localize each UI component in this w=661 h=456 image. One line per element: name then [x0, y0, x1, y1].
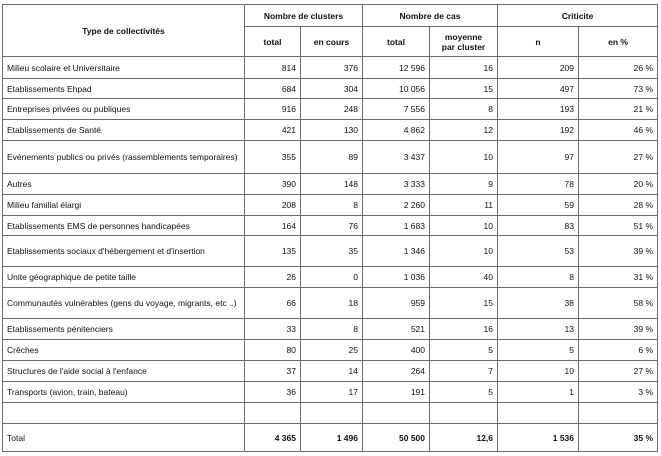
row-label: Transports (avion, train, bateau) [3, 382, 245, 403]
clusters-total-cell: 37 [245, 361, 301, 382]
clusters-encours-cell: 376 [301, 57, 363, 79]
table-row [3, 288, 658, 319]
clusters-encours-cell: 0 [301, 267, 363, 288]
total-clusters-total: 4 365 [245, 424, 301, 452]
cas-moyenne-line1: moyenne [444, 31, 483, 42]
crit-n-cell: 13 [498, 319, 579, 340]
clusters-encours-header: en cours [301, 27, 363, 57]
cas-total-cell: 7 556 [363, 99, 430, 120]
row-label: Etablissements EMS de personnes handicapées [3, 216, 245, 236]
moyenne-cell: 7 [430, 361, 498, 382]
table-row [3, 361, 658, 382]
table-row [3, 141, 658, 174]
clusters-encours-cell: 18 [301, 288, 363, 319]
crit-n-cell: 10 [498, 361, 579, 382]
moyenne-cell: 5 [430, 382, 498, 403]
clusters-encours-cell: 8 [301, 319, 363, 340]
moyenne-cell: 15 [430, 288, 498, 319]
cas-total-cell: 264 [363, 361, 430, 382]
empty-row [3, 403, 658, 424]
clusters-total-cell: 36 [245, 382, 301, 403]
crit-pct-cell: 6 % [579, 340, 658, 361]
clusters-group-header: Nombre de clusters [245, 5, 363, 27]
moyenne-cell: 11 [430, 195, 498, 216]
empty-cell [245, 403, 301, 424]
cas-total-cell: 1 346 [363, 236, 430, 267]
table-row [3, 319, 658, 340]
cas-total-cell: 2 260 [363, 195, 430, 216]
crit-n-cell: 193 [498, 99, 579, 120]
clusters-total-cell: 33 [245, 319, 301, 340]
clusters-encours-cell: 25 [301, 340, 363, 361]
crit-pct-cell: 39 % [579, 236, 658, 267]
table-row [3, 120, 658, 141]
moyenne-cell: 10 [430, 141, 498, 174]
clusters-encours-cell: 35 [301, 236, 363, 267]
cas-total-cell: 4 862 [363, 120, 430, 141]
row-label: Evénements publics ou privés (rassemblements temporaires) [3, 141, 245, 174]
criticite-group-header: Criticite [498, 5, 658, 27]
crit-n-cell: 53 [498, 236, 579, 267]
crit-pct-cell: 26 % [579, 57, 658, 79]
empty-cell [3, 403, 245, 424]
cas-total-cell: 1 683 [363, 216, 430, 236]
crit-pct-cell: 21 % [579, 99, 658, 120]
crit-n-cell: 209 [498, 57, 579, 79]
row-label: Etablissements pénitenciers [3, 319, 245, 340]
clusters-total-header: total [245, 27, 301, 57]
table-row [3, 57, 658, 79]
crit-n-cell: 192 [498, 120, 579, 141]
table-row [3, 174, 658, 195]
crit-pct-cell: 20 % [579, 174, 658, 195]
table-row [3, 195, 658, 216]
crit-pct-cell: 3 % [579, 382, 658, 403]
cas-total-cell: 959 [363, 288, 430, 319]
crit-pct-cell: 27 % [579, 141, 658, 174]
cas-total-header: total [363, 27, 430, 57]
clusters-encours-cell: 8 [301, 195, 363, 216]
moyenne-cell: 40 [430, 267, 498, 288]
empty-cell [579, 403, 658, 424]
row-label: Milieu familial élargi [3, 195, 245, 216]
total-row [3, 424, 658, 452]
total-clusters-encours: 1 496 [301, 424, 363, 452]
clusters-total-cell: 66 [245, 288, 301, 319]
cas-total-cell: 1 036 [363, 267, 430, 288]
crit-n-header: n [498, 27, 579, 57]
moyenne-cell: 9 [430, 174, 498, 195]
moyenne-cell: 8 [430, 99, 498, 120]
table-row [3, 267, 658, 288]
crit-pct-cell: 46 % [579, 120, 658, 141]
cas-total-cell: 191 [363, 382, 430, 403]
crit-n-cell: 8 [498, 267, 579, 288]
type-header: Type de collectivités [3, 5, 245, 57]
moyenne-cell: 5 [430, 340, 498, 361]
crit-pct-cell: 27 % [579, 361, 658, 382]
row-label: Autres [3, 174, 245, 195]
collectivites-table [2, 4, 658, 452]
table-row [3, 382, 658, 403]
table-row [3, 99, 658, 120]
cas-total-cell: 10 056 [363, 79, 430, 99]
row-label: Structures de l'aide social à l'enfance [3, 361, 245, 382]
row-label: Etablissements sociaux d'hébergement et d'insertion [3, 236, 245, 267]
clusters-encours-cell: 89 [301, 141, 363, 174]
moyenne-cell: 16 [430, 319, 498, 340]
crit-n-cell: 78 [498, 174, 579, 195]
cas-moyenne-line2: par cluster [441, 41, 486, 52]
clusters-encours-cell: 76 [301, 216, 363, 236]
clusters-total-cell: 135 [245, 236, 301, 267]
cas-total-cell: 400 [363, 340, 430, 361]
clusters-encours-cell: 130 [301, 120, 363, 141]
crit-n-cell: 38 [498, 288, 579, 319]
moyenne-cell: 10 [430, 216, 498, 236]
moyenne-cell: 15 [430, 79, 498, 99]
cas-moyenne-header [430, 27, 498, 57]
empty-cell [498, 403, 579, 424]
empty-cell [430, 403, 498, 424]
total-cas-total: 50 500 [363, 424, 430, 452]
clusters-total-cell: 814 [245, 57, 301, 79]
table-row [3, 79, 658, 99]
crit-pct-cell: 58 % [579, 288, 658, 319]
empty-cell [301, 403, 363, 424]
clusters-total-cell: 421 [245, 120, 301, 141]
clusters-total-cell: 390 [245, 174, 301, 195]
crit-pct-cell: 39 % [579, 319, 658, 340]
clusters-total-cell: 164 [245, 216, 301, 236]
clusters-encours-cell: 148 [301, 174, 363, 195]
clusters-encours-cell: 14 [301, 361, 363, 382]
crit-pct-cell: 51 % [579, 216, 658, 236]
clusters-encours-cell: 248 [301, 99, 363, 120]
clusters-total-cell: 80 [245, 340, 301, 361]
table-row [3, 236, 658, 267]
total-crit-pct: 35 % [579, 424, 658, 452]
row-label: Communautés vulnérables (gens du voyage, migrants, etc ..) [3, 288, 245, 319]
row-label: Unite géographique de petite taille [3, 267, 245, 288]
crit-n-cell: 1 [498, 382, 579, 403]
crit-pct-cell: 28 % [579, 195, 658, 216]
clusters-total-cell: 26 [245, 267, 301, 288]
crit-n-cell: 83 [498, 216, 579, 236]
clusters-encours-cell: 17 [301, 382, 363, 403]
row-label: Milieu scolaire et Universitaire [3, 57, 245, 79]
row-label: Crêches [3, 340, 245, 361]
crit-n-cell: 5 [498, 340, 579, 361]
table-row [3, 216, 658, 236]
crit-n-cell: 59 [498, 195, 579, 216]
clusters-total-cell: 684 [245, 79, 301, 99]
moyenne-cell: 16 [430, 57, 498, 79]
row-label: Etablissements Ehpad [3, 79, 245, 99]
table-row [3, 340, 658, 361]
total-label: Total [3, 424, 245, 452]
crit-pct-header: en % [579, 27, 658, 57]
cas-group-header: Nombre de cas [363, 5, 498, 27]
crit-n-cell: 497 [498, 79, 579, 99]
clusters-total-cell: 916 [245, 99, 301, 120]
crit-n-cell: 97 [498, 141, 579, 174]
cas-total-cell: 12 596 [363, 57, 430, 79]
empty-cell [363, 403, 430, 424]
cas-total-cell: 3 437 [363, 141, 430, 174]
cas-total-cell: 521 [363, 319, 430, 340]
crit-pct-cell: 73 % [579, 79, 658, 99]
crit-pct-cell: 31 % [579, 267, 658, 288]
moyenne-cell: 12 [430, 120, 498, 141]
clusters-total-cell: 355 [245, 141, 301, 174]
total-moyenne: 12,6 [430, 424, 498, 452]
clusters-encours-cell: 304 [301, 79, 363, 99]
clusters-total-cell: 208 [245, 195, 301, 216]
cas-total-cell: 3 333 [363, 174, 430, 195]
header-group-row [3, 5, 658, 27]
row-label: Entreprises privées ou publiques [3, 99, 245, 120]
row-label: Etablissements de Santé [3, 120, 245, 141]
moyenne-cell: 10 [430, 236, 498, 267]
total-crit-n: 1 536 [498, 424, 579, 452]
